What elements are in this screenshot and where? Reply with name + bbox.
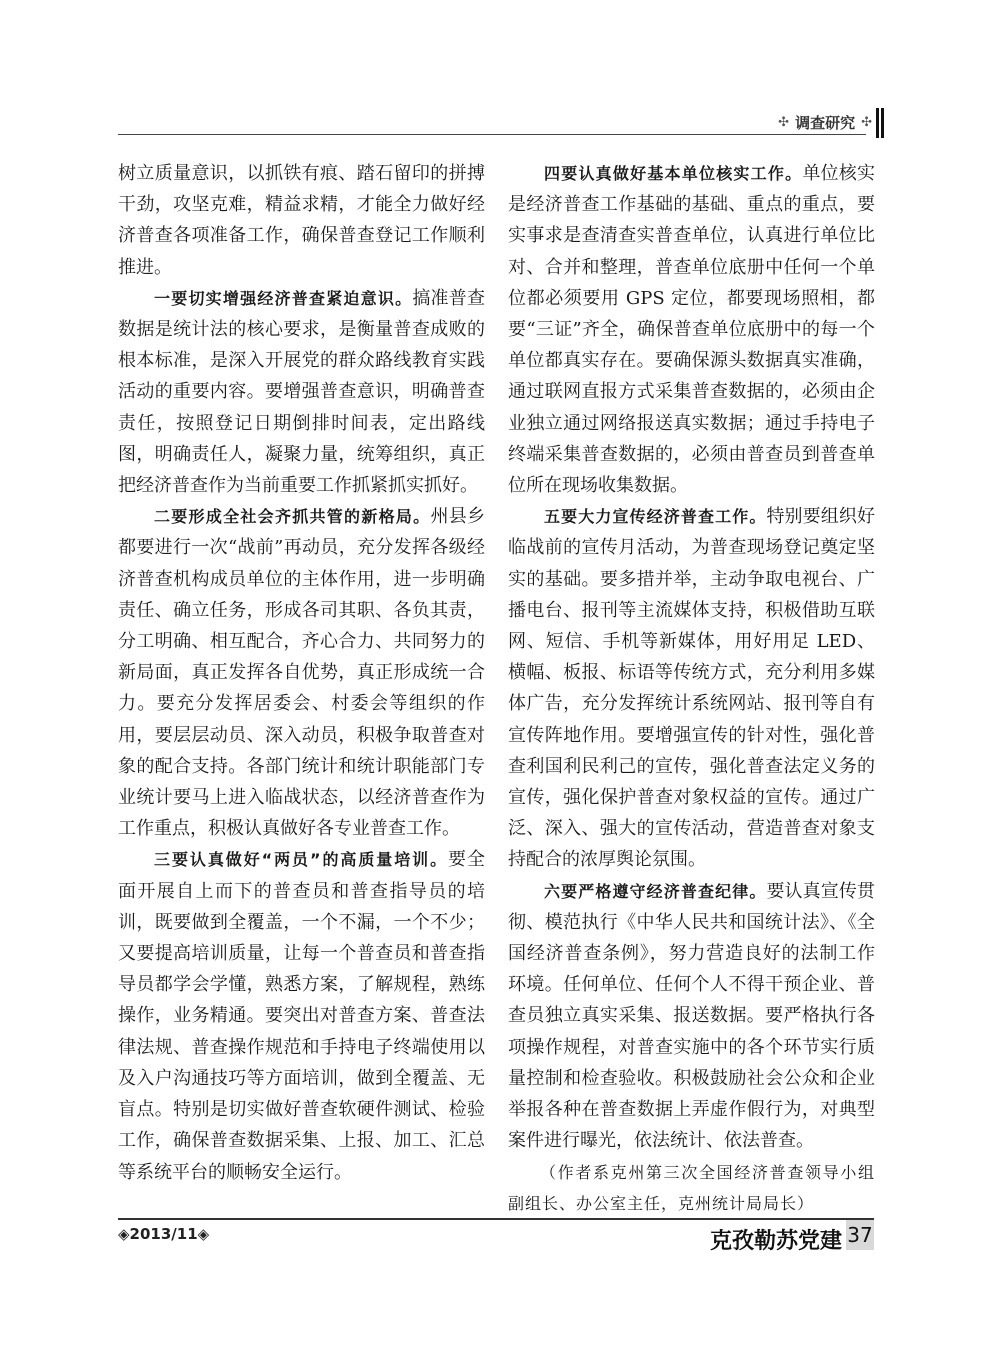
ornament-icon: ✣ bbox=[861, 115, 872, 130]
header-bar-decoration bbox=[876, 108, 884, 138]
magazine-title: 克孜勒苏党建 bbox=[709, 1229, 842, 1254]
paragraph-text: 要全面开展自上而下的普查员和普查指导员的培训，既要做到全覆盖，一个不漏，一个不少；又要提高培训质量，让每一个普查员和普查指导员都学会学懂，熟悉方案，了解规程，熟练操作，业务精通。要突出对普查方案、普查法律法规、普查操作规范和手持电子终端使用以及入户沟通技巧等方面培训，做到全覆盖、无盲点。特别是切实做好普查软硬件测试、检验工作，确保普查数据采集、上报、加工、汇总等系统平台的顺畅安全运行。 bbox=[118, 849, 485, 1183]
right-column bbox=[508, 158, 875, 1219]
paragraph-text: 特别要组织好临战前的宣传月活动，为普查现场登记奠定坚实的基础。要多措并举，主动争取电视台、广播电台、报刊等主流媒体支持，积极借助互联网、短信、手机等新媒体，用好用足 LED、横幅、板报、标语等传统方式，充分利用多媒体广告，充分发挥统计系统网站、报刊等自有宣传阵地作用。要增强宣传的针对性，强化普查利国利民利己的宣传，强化普查法定义务的宣传，强化保护普查对象权益的宣传。通过广泛、深入、强大的宣传活动，营造普查对象支持配合的浓厚舆论氛围。 bbox=[508, 506, 875, 871]
paragraph bbox=[508, 501, 875, 875]
paragraph-lead: 二要形成全社会齐抓共管的新格局。 bbox=[154, 507, 431, 527]
paragraph-lead: 六要严格遵守经济普查纪律。 bbox=[544, 881, 767, 901]
paragraph-text: 搞准普查数据是统计法的核心要求，是衡量普查成败的根本标准，是深入开展党的群众路线教育实践活动的重要内容。要增强普查意识，明确普查责任，按照登记日期倒排时间表，定出路线图，明确责任人，凝聚力量，统筹组织，真正把经济普查作为当前重要工作抓紧抓实抓好。 bbox=[118, 287, 485, 497]
ornament-icon: ✣ bbox=[778, 115, 790, 130]
issue-date: ◈2013/11◈ bbox=[118, 1225, 210, 1243]
paragraph bbox=[508, 876, 875, 1157]
paragraph: 树立质量意识，以抓铁有痕、踏石留印的拼搏干劲，攻坚克难，精益求精，才能全力做好经济普查各项准备工作，确保普查登记工作顺利推进。 bbox=[118, 163, 485, 278]
author-note: （作者系克州第三次全国经济普查领导小组副组长、办公室主任，克州统计局局长） bbox=[508, 1162, 875, 1213]
page-number: 37 bbox=[846, 1220, 874, 1250]
paragraph-lead: 三要认真做好“两员”的高质量培训。 bbox=[154, 850, 449, 870]
paragraph-lead: 四要认真做好基本单位核实工作。 bbox=[544, 164, 803, 183]
section-title: 调查研究 bbox=[795, 114, 856, 132]
left-column bbox=[118, 158, 485, 1188]
footer-rule bbox=[118, 1218, 874, 1220]
paragraph-text: 要认真宣传贯彻、模范执行《中华人民共和国统计法》、《全国经济普查条例》，努力营造良好的法制工作环境。任何单位、任何个人不得干预企业、普查员独立真实采集、报送数据。要严格执行各项操作规程，对普查实施中的各个环节实行质量控制和检查验收。积极鼓励社会公众和企业举报各种在普查数据上弄虚作假行为，对典型案件进行曝光，依法统计、依法普查。 bbox=[508, 880, 875, 1152]
paragraph bbox=[508, 158, 875, 501]
paragraph-lead: 一要切实增强经济普查紧迫意识。 bbox=[154, 288, 413, 308]
paragraph-lead: 五要大力宣传经济普查工作。 bbox=[544, 507, 767, 527]
running-header bbox=[778, 112, 872, 133]
paragraph bbox=[118, 501, 485, 844]
paragraph bbox=[118, 844, 485, 1187]
paragraph-text: 单位核实是经济普查工作基础的基础、重点的重点，要实事求是查清查实普查单位，认真进行单位比对、合并和整理，普查单位底册中任何一个单位都必须要用 GPS 定位，都要现场照相，都要“三证”齐全，确保普查单位底册中的每一个单位都真实存在。要确保源头数据真实准确，通过联网直报方式采集普查数据的，必须由企业独立通过网络报送真实数据；通过手持电子终端采集普查数据的，必须由普查员到普查单位所在现场收集数据。 bbox=[508, 163, 875, 497]
paragraph bbox=[118, 283, 485, 501]
paragraph-text: 州县乡都要进行一次“战前”再动员，充分发挥各级经济普查机构成员单位的主体作用，进一步明确责任、确立任务，形成各司其职、各负其责，分工明确、相互配合，齐心合力、共同努力的新局面，真正发挥各自优势，真正形成统一合力。要充分发挥居委会、村委会等组织的作用，要层层动员、深入动员，积极争取普查对象的配合支持。各部门统计和统计职能部门专业统计要马上进入临战状态，以经济普查作为工作重点，积极认真做好各专业普查工作。 bbox=[118, 506, 485, 840]
header-rule bbox=[118, 134, 866, 135]
